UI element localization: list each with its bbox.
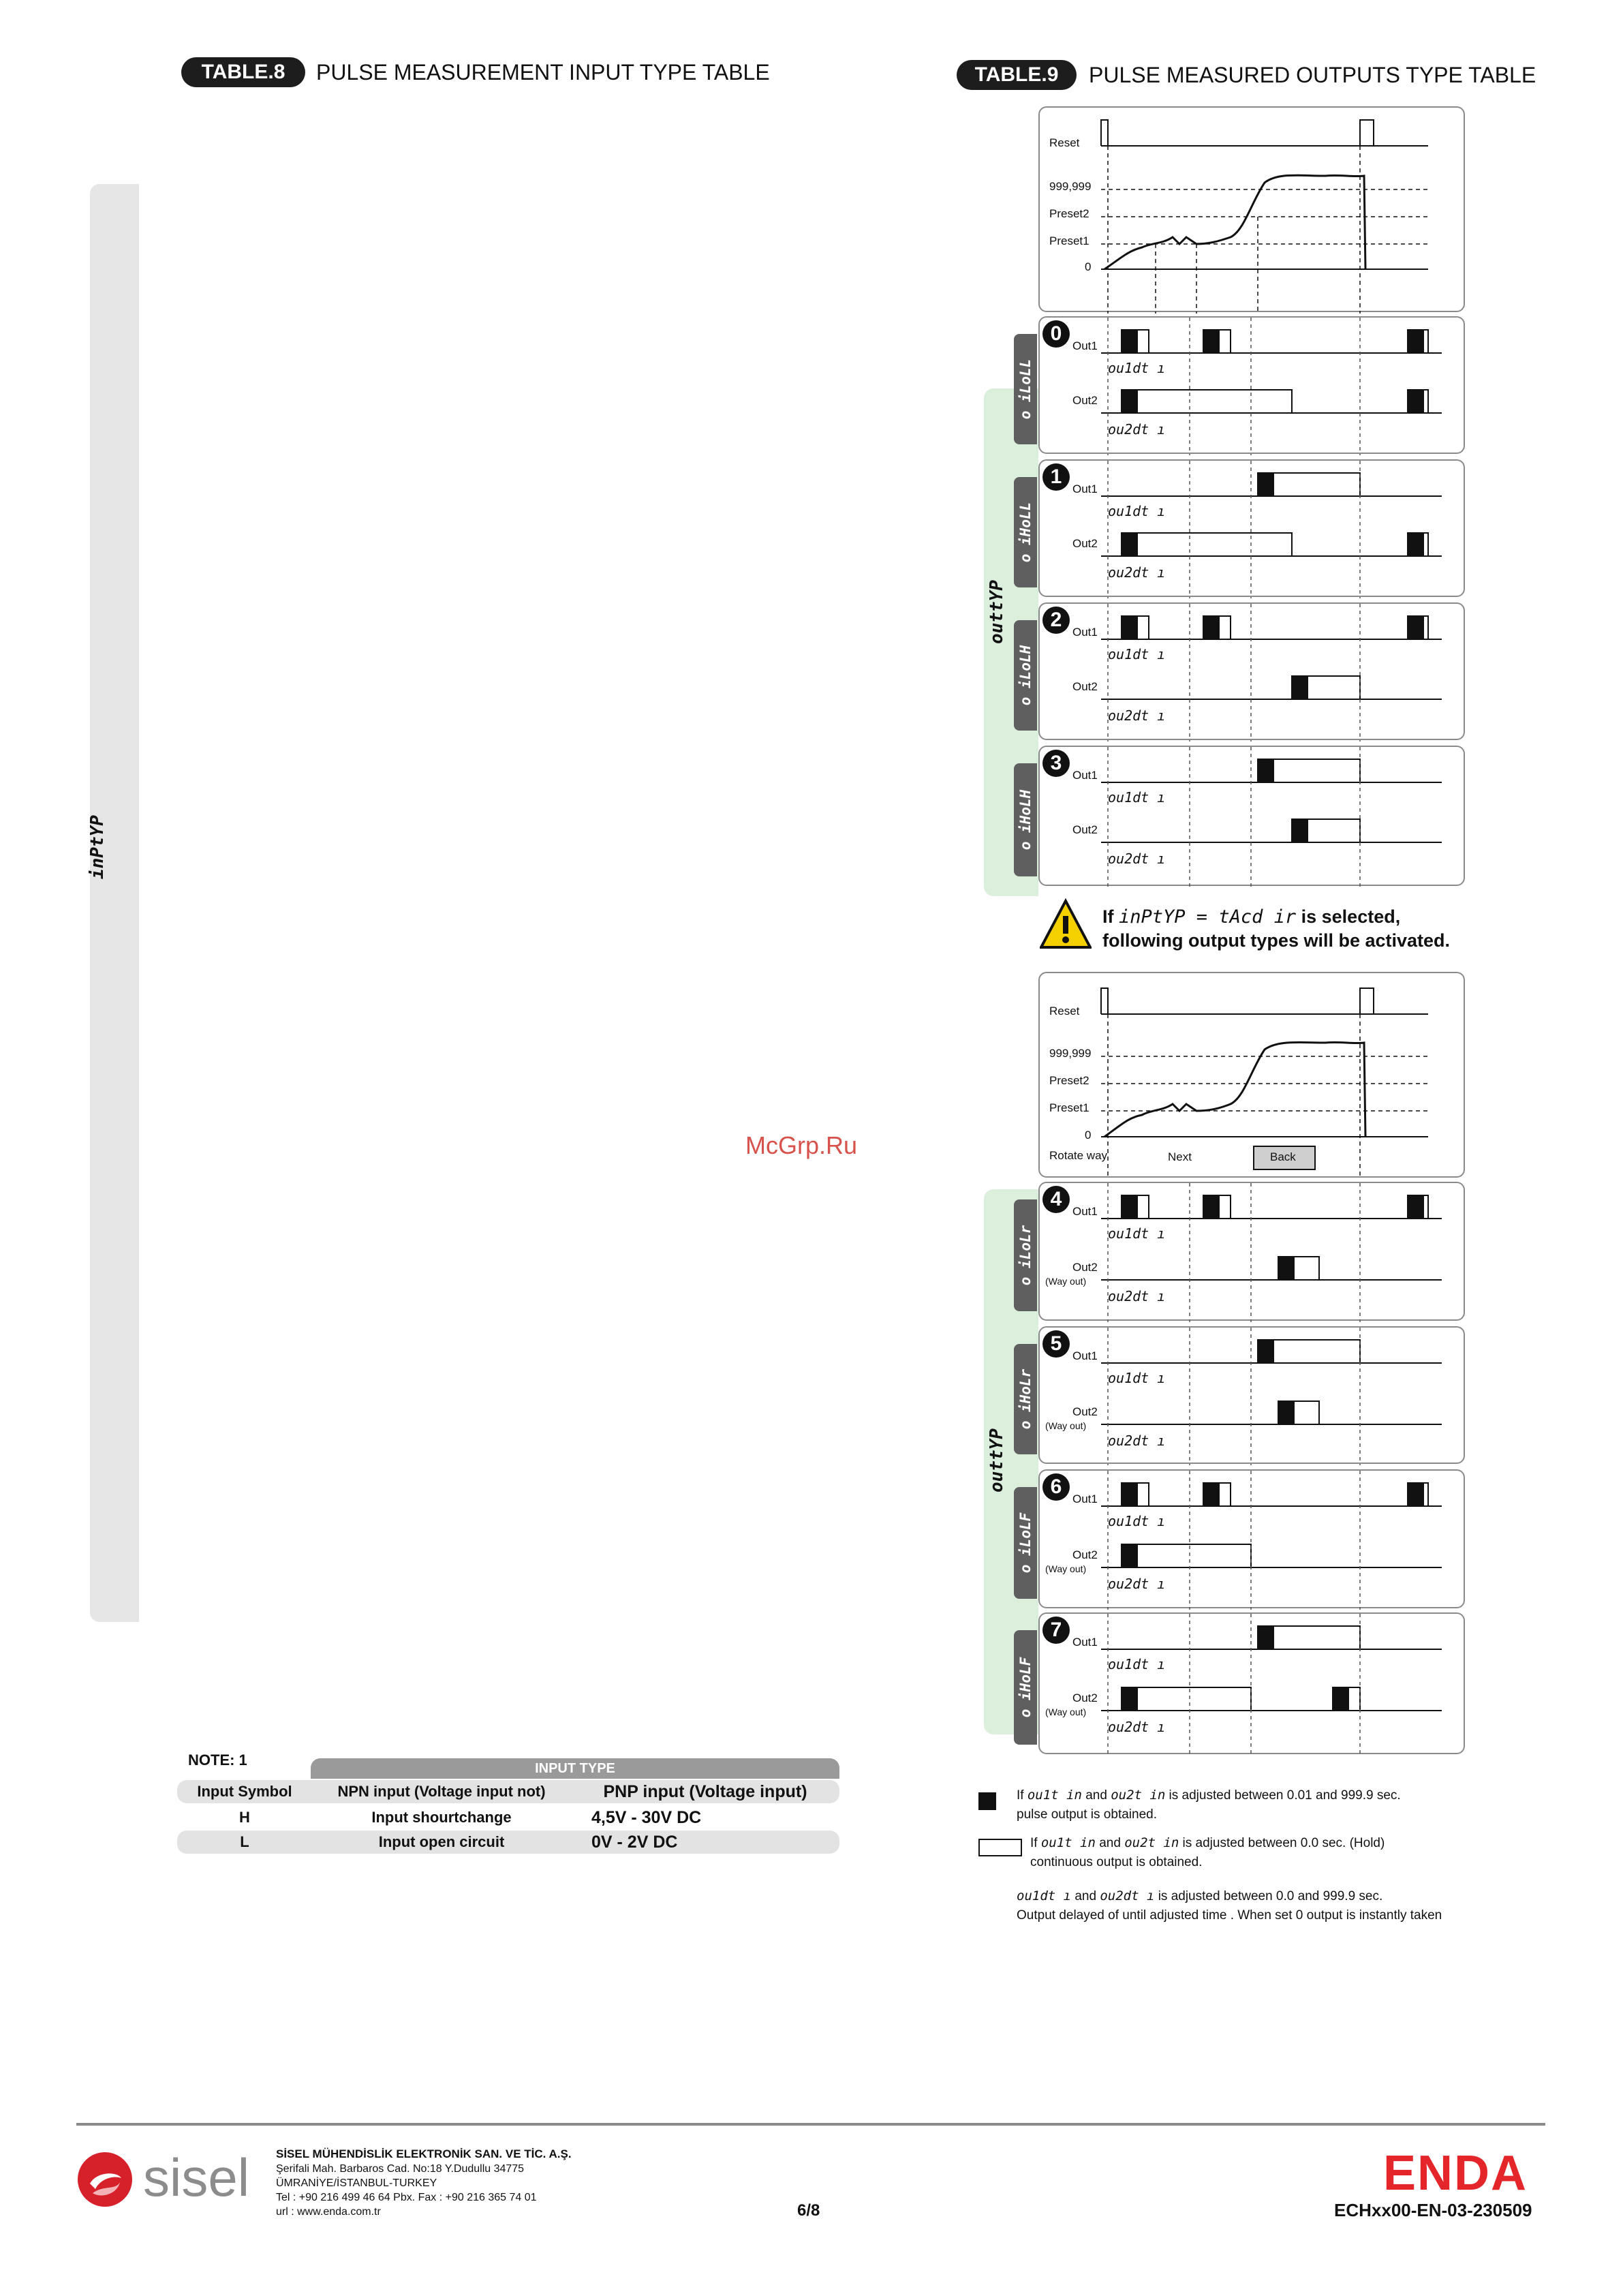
out2-delay-label: ou2dt ı (1108, 564, 1166, 581)
graph1-zero: 0 (1085, 260, 1092, 273)
legend-hollow-and: and (1099, 1836, 1121, 1850)
out1-delay-label: ou1dt ı (1108, 360, 1166, 376)
warning-if: If (1102, 906, 1114, 927)
way-out-label: (Way out) (1045, 1706, 1087, 1717)
note-header-symbol: Input Symbol (197, 1783, 292, 1800)
sisel-logo-icon (76, 2151, 134, 2208)
legend-hollow-text (1030, 1833, 1385, 1872)
company-address1: Şerifali Mah. Barbaros Cad. No:18 Y.Dudullu 34775 (276, 2163, 525, 2175)
out1-label: Out1 (1072, 769, 1098, 782)
table9-band-label-1: outtYP (987, 580, 1007, 644)
graph2-max: 999,999 (1049, 1047, 1092, 1060)
output-type-panel-2 (1038, 602, 1465, 740)
output-tab-4 (1014, 1199, 1037, 1311)
note-row-h-pnp: 4,5V - 30V DC (591, 1808, 702, 1827)
output-number-7: 7 (1042, 1617, 1070, 1644)
out2-label: Out2 (1072, 1692, 1098, 1704)
graph1-preset1: Preset1 (1049, 234, 1089, 247)
out2-label: Out2 (1072, 823, 1098, 836)
legend-hollow-square (978, 1839, 1022, 1856)
graph2-zero: 0 (1085, 1129, 1092, 1142)
enda-logo: ENDA (1383, 2146, 1528, 2201)
watermark: McGrp.Ru (745, 1131, 858, 1159)
legend-delay-tail: is adjusted between 0.0 and 999.9 sec. (1158, 1889, 1383, 1903)
legend-hollow-code2: ou2t in (1124, 1835, 1179, 1850)
output-tab-label-7: o iHoLF (1017, 1657, 1034, 1718)
table8-label: TABLE.8 (181, 57, 305, 87)
graph2-preset2: Preset2 (1049, 1074, 1089, 1087)
out2-label: Out2 (1072, 394, 1098, 407)
document-number: ECHxx00-EN-03-230509 (1334, 2200, 1532, 2220)
legend-filled-square (978, 1792, 996, 1810)
counter-graph-2-svg (1040, 973, 1466, 1179)
graph2-back: Back (1270, 1150, 1296, 1163)
out2-delay-label: ou2dt ı (1108, 707, 1166, 724)
out1-label: Out1 (1072, 1493, 1098, 1505)
out1-delay-label: ou1dt ı (1108, 1370, 1166, 1386)
output-tab-0 (1014, 334, 1037, 444)
output-tab-3 (1014, 763, 1037, 876)
company-url[interactable]: url : www.enda.com.tr (276, 2206, 381, 2218)
out2-delay-label: ou2dt ı (1108, 1719, 1166, 1735)
way-out-label: (Way out) (1045, 1276, 1087, 1287)
legend-filled-tail: is adjusted between 0.01 and 999.9 sec. (1169, 1788, 1401, 1803)
legend-delay-code1: ou1dt ı (1017, 1888, 1072, 1903)
graph1-preset2: Preset2 (1049, 207, 1089, 220)
company-info (276, 2147, 572, 2219)
sisel-brand: sisel (143, 2147, 250, 2207)
company-phone: Tel : +90 216 499 46 64 Pbx. Fax : +90 216 365 74 01 (276, 2192, 537, 2203)
note-row-l-npn: Input open circuit (378, 1833, 505, 1850)
out1-label: Out1 (1072, 1205, 1098, 1218)
output-waveform-2 (1040, 604, 1466, 741)
output-number-1: 1 (1042, 463, 1070, 491)
note-title: NOTE: 1 (188, 1751, 247, 1769)
out2-delay-label: ou2dt ı (1108, 851, 1166, 867)
legend-filled-line2: pulse output is obtained. (1017, 1807, 1157, 1822)
out2-label: Out2 (1072, 1405, 1098, 1418)
output-waveform-1 (1040, 461, 1466, 598)
output-tab-label-1: o iHoLL (1017, 502, 1034, 563)
counter-graph-2 (1038, 972, 1465, 1178)
graph2-reset: Reset (1049, 1005, 1080, 1017)
table9-title: PULSE MEASURED OUTPUTS TYPE TABLE (1089, 63, 1536, 87)
out2-delay-label: ou2dt ı (1108, 421, 1166, 438)
warning-text (1102, 905, 1450, 952)
warning-tail: is selected, (1301, 906, 1401, 927)
out2-label: Out2 (1072, 680, 1098, 693)
legend-filled-text (1017, 1786, 1401, 1824)
out2-label: Out2 (1072, 1261, 1098, 1274)
warning-icon (1040, 898, 1092, 950)
legend-hollow-line2: continuous output is obtained. (1030, 1855, 1203, 1869)
output-type-panel-7 (1038, 1612, 1465, 1754)
out2-delay-label: ou2dt ı (1108, 1576, 1166, 1592)
output-number-0: 0 (1042, 320, 1070, 348)
legend-hollow-tail: is adjusted between 0.0 sec. (Hold) (1182, 1836, 1385, 1850)
output-tab-2 (1014, 620, 1037, 731)
legend-hollow-if: If (1030, 1836, 1038, 1850)
input-type-header: INPUT TYPE (311, 1758, 839, 1779)
note-row-h (177, 1806, 839, 1829)
output-tab-label-2: o iLoLH (1017, 645, 1034, 706)
note-row-l-symbol: L (240, 1833, 249, 1850)
legend-delay-line2: Output delayed of until adjusted time . When set 0 output is instantly taken (1017, 1908, 1442, 1923)
out1-label: Out1 (1072, 626, 1098, 639)
legend-filled-code2: ou2t in (1111, 1788, 1166, 1803)
output-tab-label-4: o iLoLr (1017, 1225, 1034, 1286)
output-tab-label-5: o iHoLr (1017, 1368, 1034, 1430)
way-out-label: (Way out) (1045, 1420, 1087, 1431)
output-number-4: 4 (1042, 1186, 1070, 1213)
output-waveform-6 (1040, 1471, 1466, 1610)
output-waveform-4 (1040, 1183, 1466, 1322)
legend-delay-and: and (1075, 1889, 1097, 1903)
company-address2: ÜMRANİYE/İSTANBUL-TURKEY (276, 2177, 437, 2189)
note-row-l-pnp: 0V - 2V DC (591, 1833, 678, 1852)
legend-filled-if: If (1017, 1788, 1024, 1803)
table9-label: TABLE.9 (957, 60, 1077, 90)
note-row-h-npn: Input shourtchange (371, 1809, 512, 1826)
output-type-panel-5 (1038, 1326, 1465, 1464)
output-tab-5 (1014, 1344, 1037, 1454)
output-number-3: 3 (1042, 750, 1070, 777)
output-waveform-0 (1040, 318, 1466, 455)
note-header-npn: NPN input (Voltage input not) (337, 1783, 546, 1800)
output-type-panel-3 (1038, 746, 1465, 886)
out1-label: Out1 (1072, 1636, 1098, 1649)
warning-code: inPtYP = tAcd ir (1119, 906, 1297, 928)
output-number-6: 6 (1042, 1473, 1070, 1501)
note-header-pnp: PNP input (Voltage input) (603, 1782, 807, 1801)
output-tab-label-6: o iLoLF (1017, 1512, 1034, 1574)
output-type-panel-0 (1038, 316, 1465, 454)
graph2-preset1: Preset1 (1049, 1101, 1089, 1114)
output-type-panel-1 (1038, 459, 1465, 597)
counter-graph-1-svg (1040, 108, 1466, 313)
graph2-rotate: Rotate way (1049, 1149, 1108, 1162)
output-waveform-5 (1040, 1328, 1466, 1465)
out1-delay-label: ou1dt ı (1108, 1513, 1166, 1529)
counter-graph-1 (1038, 106, 1465, 312)
out1-delay-label: ou1dt ı (1108, 503, 1166, 519)
output-tab-label-3: o iHoLH (1017, 789, 1034, 851)
footer-divider (76, 2123, 1545, 2126)
note-row-h-symbol: H (239, 1809, 250, 1826)
out1-delay-label: ou1dt ı (1108, 1656, 1166, 1672)
output-waveform-7 (1040, 1614, 1466, 1756)
output-type-panel-6 (1038, 1469, 1465, 1608)
legend-delay-text (1017, 1886, 1442, 1925)
way-out-label: (Way out) (1045, 1563, 1087, 1574)
legend-filled-code1: ou1t in (1027, 1788, 1082, 1803)
output-tab-6 (1014, 1487, 1037, 1599)
table8-band-label: inPtYP (87, 815, 108, 879)
output-tab-1 (1014, 477, 1037, 587)
graph2-next: Next (1168, 1150, 1192, 1163)
graph1-reset: Reset (1049, 136, 1080, 149)
out2-delay-label: ou2dt ı (1108, 1433, 1166, 1449)
out2-delay-label: ou2dt ı (1108, 1288, 1166, 1304)
out1-label: Out1 (1072, 1349, 1098, 1362)
out2-label: Out2 (1072, 537, 1098, 550)
table9-band-label-2: outtYP (987, 1428, 1007, 1493)
note-row-l (177, 1831, 839, 1854)
out1-label: Out1 (1072, 339, 1098, 352)
legend-filled-and: and (1085, 1788, 1107, 1803)
out1-delay-label: ou1dt ı (1108, 1225, 1166, 1242)
out1-delay-label: ou1dt ı (1108, 646, 1166, 662)
legend-delay-code2: ou2dt ı (1100, 1888, 1155, 1903)
output-waveform-3 (1040, 747, 1466, 887)
table8-side-band (90, 184, 139, 1622)
output-type-panel-4 (1038, 1182, 1465, 1321)
legend-hollow-code1: ou1t in (1040, 1835, 1096, 1850)
output-tab-label-0: o iLoLL (1017, 358, 1034, 420)
company-name: SİSEL MÜHENDİSLİK ELEKTRONİK SAN. VE TİC. A.Ş. (276, 2147, 572, 2160)
page-number: 6/8 (797, 2201, 820, 2220)
graph1-max: 999,999 (1049, 180, 1092, 193)
warning-line2: following output types will be activated. (1102, 930, 1451, 951)
table8-title: PULSE MEASUREMENT INPUT TYPE TABLE (316, 60, 770, 85)
note-header-row (177, 1780, 839, 1803)
output-number-2: 2 (1042, 607, 1070, 634)
output-tab-7 (1014, 1630, 1037, 1745)
out1-delay-label: ou1dt ı (1108, 789, 1166, 806)
out1-label: Out1 (1072, 483, 1098, 495)
out2-label: Out2 (1072, 1548, 1098, 1561)
output-number-5: 5 (1042, 1330, 1070, 1358)
